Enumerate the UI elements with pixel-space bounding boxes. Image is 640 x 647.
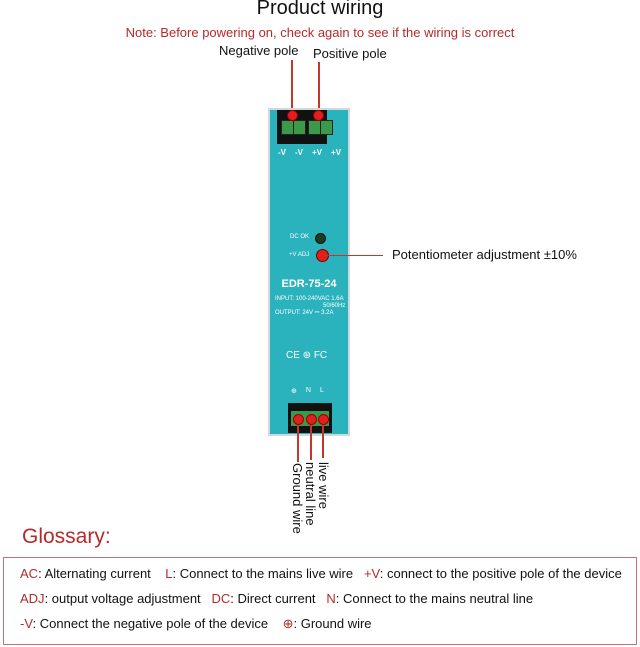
terminal-label: N <box>305 387 311 394</box>
decorative-element: ADJ <box>20 591 45 606</box>
output-spec: OUTPUT: 24V ⎓ 3.2A <box>275 310 334 316</box>
decorative-element: : output voltage adjustment <box>44 591 201 606</box>
positive-terminal-marker <box>313 110 324 121</box>
adj-label: +V ADJ <box>289 252 310 258</box>
decorative-element <box>293 414 304 425</box>
neutral-wire <box>310 425 312 460</box>
terminal-label: -V <box>295 148 303 157</box>
model-label: EDR-75-24 <box>281 278 337 290</box>
positive-pole-label: Positive pole <box>313 46 387 61</box>
terminal-label: -V <box>278 148 286 157</box>
negative-pole-label: Negative pole <box>219 43 299 58</box>
glossary-row <box>20 591 533 606</box>
decorative-element <box>293 120 306 135</box>
wiring-note: Note: Before powering on, check again to see if the wiring is correct <box>125 25 515 40</box>
decorative-element <box>278 148 341 157</box>
dc-ok-label: DC OK <box>290 234 310 240</box>
frequency-spec: 50/60Hz <box>323 303 346 309</box>
dc-ok-led <box>315 233 326 244</box>
decorative-element: : Connect to the mains neutral line <box>335 591 534 606</box>
live-wire <box>322 425 324 458</box>
ground-symbol-icon: ⊕ <box>282 616 294 631</box>
decorative-element: : Alternating current <box>38 566 151 581</box>
negative-terminal-marker <box>287 110 298 121</box>
live-wire-label: live wire <box>316 462 331 509</box>
page-title: Product wiring <box>256 0 384 19</box>
terminal-label: ⊕ <box>291 388 297 395</box>
decorative-element: : Direct current <box>230 591 316 606</box>
decorative-element: : connect to the positive pole of the device <box>379 566 622 581</box>
decorative-element: -V <box>20 616 33 631</box>
decorative-element: : Connect to the mains live wire <box>172 566 354 581</box>
input-spec: INPUT: 100-240VAC 1.6A <box>275 296 344 302</box>
decorative-element: +V <box>363 566 380 581</box>
glossary-row <box>20 566 622 581</box>
decorative-element <box>318 414 329 425</box>
certification-marks: CE ⊛ FC <box>286 350 328 361</box>
decorative-element <box>291 387 324 395</box>
decorative-element: DC <box>211 591 231 606</box>
negative-wire <box>291 60 293 115</box>
terminal-label: L <box>319 387 324 394</box>
decorative-element: : Ground wire <box>293 616 372 631</box>
decorative-element: N <box>326 591 336 606</box>
decorative-element <box>320 120 333 135</box>
ground-wire-label: Ground wire <box>290 463 305 534</box>
decorative-element: : Connect the negative pole of the device <box>32 616 269 631</box>
potentiometer-label: Potentiometer adjustment ±10% <box>392 247 577 262</box>
terminal-label: +V <box>312 148 323 157</box>
decorative-element: AC <box>20 566 39 581</box>
glossary-title: Glossary: <box>22 525 111 548</box>
decorative-element <box>306 414 317 425</box>
glossary-row <box>20 616 372 632</box>
decorative-element: L <box>165 566 173 581</box>
potentiometer-pointer <box>325 255 383 256</box>
ground-wire <box>297 425 299 462</box>
terminal-label: +V <box>331 148 342 157</box>
neutral-line-label: neutral line <box>303 462 318 526</box>
